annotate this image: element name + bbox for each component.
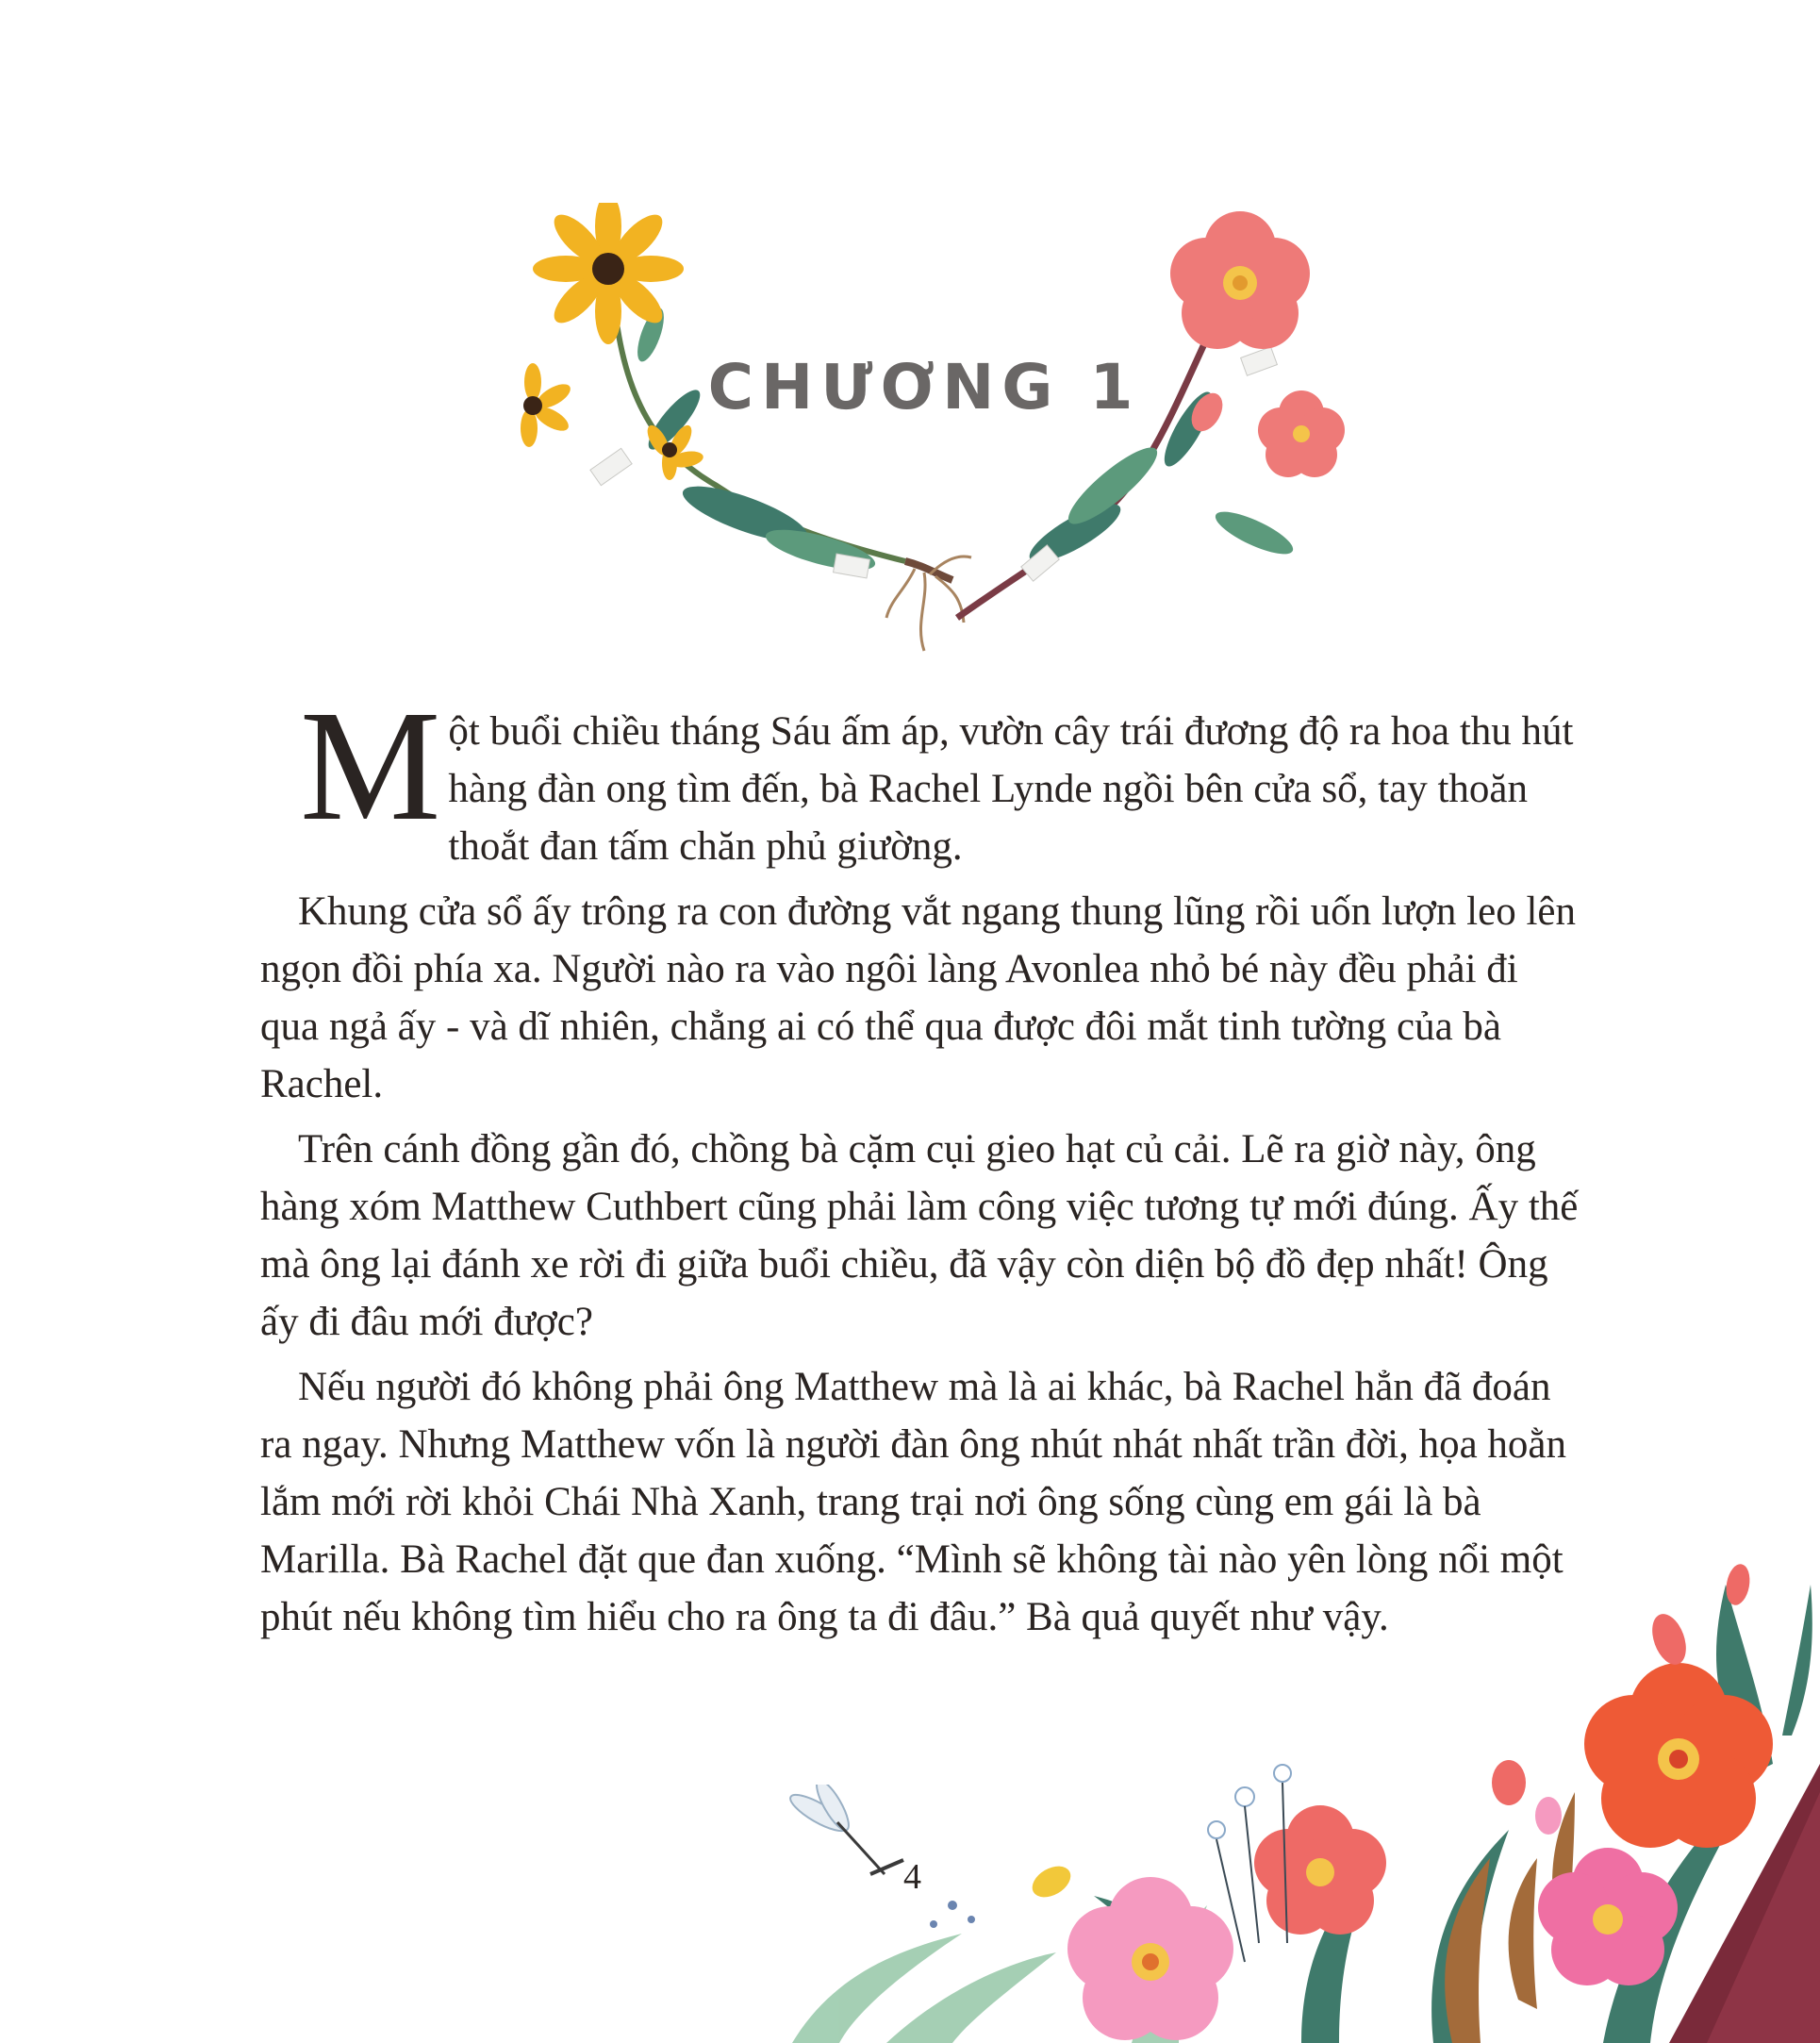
dragonfly-illustration [781,1785,922,1898]
paragraph-1 [260,678,1580,875]
paragraph-1-text: ột buổi chiều tháng Sáu ấm áp, vườn cây trái đương độ ra hoa thu hút hàng đàn ong tìm đến, bà Rachel Lynde ngồi bên cửa sổ, tay thoăn thoắt đan tấm chăn phủ giường. [448,709,1574,869]
chapter-title: CHƯƠNG 1 [707,351,1141,424]
page-number: 4 [903,1857,921,1897]
paragraph-2: Khung cửa sổ ấy trông ra con đường vắt ngang thung lũng rồi uốn lượn leo lên ngọn đồi phía xa. Người nào ra vào ngôi làng Avonlea nhỏ bé này đều phải đi qua ngả ấy - và dĩ nhiên, chẳng ai có thể qua được đôi mắt tinh tường của bà Rachel. [260,889,1576,1106]
paragraph-3: Trên cánh đồng gần đó, chồng bà cặm cụi gieo hạt củ cải. Lẽ ra giờ này, ông hàng xóm Matthew Cuthbert cũng phải làm công việc tương tự mới đúng. Ấy thế mà ông lại đánh xe rời đi giữa buổi chiều, đã vậy còn diện bộ đồ đẹp nhất! Ông ấy đi đâu mới được? [260,1127,1579,1344]
drop-cap: M [300,678,441,854]
paragraph-4: Nếu người đó không phải ông Matthew mà là ai khác, bà Rachel hẳn đã đoán ra ngay. Nhưng Matthew vốn là người đàn ông nhút nhát nhất trần đời, họa hoằn lắm mới rời khỏi Chái Nhà Xanh, trang trại nơi ông sống cùng em gái là bà Marilla. Bà Rachel đặt que đan xuống. “Mình sẽ không tài nào yên lòng nổi một phút nếu không tìm hiểu cho ra ông ta đi đâu.” Bà quả quyết như vậy. [260,1365,1566,1639]
flower-wreath-illustration [509,203,1377,693]
flower-garden-illustration [773,1547,1820,2043]
chapter-body [260,678,1580,1653]
